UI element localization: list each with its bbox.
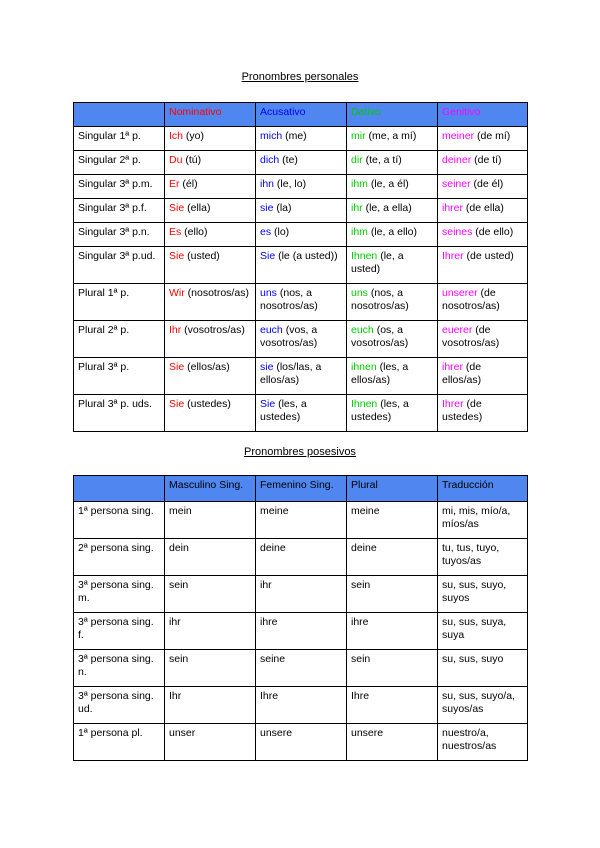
row-label: 2ª persona sing. xyxy=(74,539,165,576)
row-label: 3ª persona sing. f. xyxy=(74,613,165,650)
acusativo-cell xyxy=(256,175,347,199)
plural-cell: sein xyxy=(347,576,438,613)
table-row xyxy=(74,151,528,175)
pronoun-word: euerer xyxy=(442,324,473,336)
plural-cell: sein xyxy=(347,650,438,687)
genitivo-cell xyxy=(438,199,528,223)
pronoun-word: seiner xyxy=(442,178,471,190)
pronoun-gloss: (te) xyxy=(279,154,298,166)
acusativo-cell xyxy=(256,284,347,321)
table-row xyxy=(74,284,528,321)
header-femenino: Femenino Sing. xyxy=(256,476,347,502)
pronoun-gloss: (de ellos/as) xyxy=(442,361,482,386)
table-row xyxy=(74,502,528,539)
traduccion-cell: su, sus, suyo xyxy=(438,650,528,687)
pronoun-gloss: (ello) xyxy=(181,226,208,238)
dativo-cell xyxy=(347,127,438,151)
pronoun-word: Sie xyxy=(169,202,185,214)
traduccion-cell: tu, tus, tuyo, tuyos/as xyxy=(438,539,528,576)
traduccion-cell: su, sus, suyo, suyos xyxy=(438,576,528,613)
header-traduccion: Traducción xyxy=(438,476,528,502)
pronoun-word: Sie xyxy=(260,250,276,262)
femenino-cell: meine xyxy=(256,502,347,539)
table-row xyxy=(74,687,528,724)
pronoun-gloss: (usted) xyxy=(184,250,220,262)
nominativo-cell xyxy=(165,247,256,284)
pronoun-gloss: (les, a ustedes) xyxy=(260,398,307,423)
pronoun-gloss: (de ustedes) xyxy=(442,398,483,423)
genitivo-cell xyxy=(438,175,528,199)
masculino-cell: sein xyxy=(165,576,256,613)
nominativo-cell xyxy=(165,284,256,321)
pronoun-gloss: (de vosotros/as) xyxy=(442,324,500,349)
pronoun-word: ihrer xyxy=(442,202,464,214)
table-header-row xyxy=(74,476,528,502)
masculino-cell: mein xyxy=(165,502,256,539)
plural-cell: Ihre xyxy=(347,687,438,724)
pronoun-gloss: (le, a ella) xyxy=(362,202,412,214)
genitivo-cell xyxy=(438,284,528,321)
plural-cell: unsere xyxy=(347,724,438,761)
pronoun-gloss: (nos, a nosotros/as) xyxy=(260,287,318,312)
pronoun-word: dir xyxy=(351,154,363,166)
pronoun-gloss: (nosotros/as) xyxy=(184,287,249,299)
acusativo-cell xyxy=(256,247,347,284)
pronoun-gloss: (le, lo) xyxy=(274,178,307,190)
pronoun-word: ihr xyxy=(351,202,363,214)
row-label: 1ª persona pl. xyxy=(74,724,165,761)
genitivo-cell xyxy=(438,247,528,284)
row-label: Plural 3ª p. xyxy=(74,358,165,395)
traduccion-cell: nuestro/a, nuestros/as xyxy=(438,724,528,761)
row-label: Singular 3ª p.n. xyxy=(74,223,165,247)
row-label: 3ª persona sing. n. xyxy=(74,650,165,687)
pronoun-word: Es xyxy=(169,226,182,238)
pronoun-gloss: (ella) xyxy=(184,202,211,214)
pronoun-gloss: (de nosotros/as) xyxy=(442,287,500,312)
table-row xyxy=(74,539,528,576)
table-row xyxy=(74,358,528,395)
nominativo-cell xyxy=(165,223,256,247)
pronoun-gloss: (le, a usted) xyxy=(351,250,404,275)
pronoun-word: euch xyxy=(260,324,283,336)
traduccion-cell: su, sus, suya, suya xyxy=(438,613,528,650)
plural-cell: ihre xyxy=(347,613,438,650)
possessive-pronouns-title: Pronombres posesivos xyxy=(244,446,356,458)
acusativo-cell xyxy=(256,151,347,175)
table-row xyxy=(74,395,528,432)
traduccion-cell: mi, mis, mío/a, míos/as xyxy=(438,502,528,539)
header-genitivo: Genitivo xyxy=(438,103,528,127)
pronoun-word: ihn xyxy=(260,178,275,190)
genitivo-cell xyxy=(438,223,528,247)
pronoun-word: ihm xyxy=(351,226,368,238)
traduccion-cell: su, sus, suyo/a, suyos/as xyxy=(438,687,528,724)
pronoun-word: Ihrer xyxy=(442,250,464,262)
pronoun-gloss: (de tí) xyxy=(471,154,502,166)
header-nominativo: Nominativo xyxy=(165,103,256,127)
table-row xyxy=(74,127,528,151)
dativo-cell xyxy=(347,175,438,199)
pronoun-word: Wir xyxy=(169,287,185,299)
pronoun-gloss: (de ello) xyxy=(472,226,514,238)
pronoun-word: euch xyxy=(351,324,374,336)
table-row xyxy=(74,576,528,613)
pronoun-gloss: (le, a él) xyxy=(367,178,409,190)
pronoun-gloss: (les, a ustedes) xyxy=(351,398,409,423)
table-row xyxy=(74,175,528,199)
pronoun-gloss: (les, a ellos/as) xyxy=(351,361,409,386)
table-row xyxy=(74,199,528,223)
row-label: Singular 3ª p.f. xyxy=(74,199,165,223)
masculino-cell: ihr xyxy=(165,613,256,650)
table-header-row xyxy=(74,103,528,127)
pronoun-gloss: (ellos/as) xyxy=(184,361,230,373)
table-row xyxy=(74,321,528,358)
pronoun-gloss: (nos, a nosotros/as) xyxy=(351,287,409,312)
row-label: Plural 3ª p. uds. xyxy=(74,395,165,432)
personal-pronouns-title: Pronombres personales xyxy=(241,71,359,83)
table-row xyxy=(74,613,528,650)
nominativo-cell xyxy=(165,199,256,223)
masculino-cell: dein xyxy=(165,539,256,576)
pronoun-word: deiner xyxy=(442,154,472,166)
pronoun-word: uns xyxy=(351,287,368,299)
pronoun-gloss: (me, a mí) xyxy=(365,130,417,142)
genitivo-cell xyxy=(438,127,528,151)
dativo-cell xyxy=(347,284,438,321)
pronoun-word: ihrer xyxy=(442,361,464,373)
header-dativo: Dativo xyxy=(347,103,438,127)
row-label: 3ª persona sing. m. xyxy=(74,576,165,613)
masculino-cell: Ihr xyxy=(165,687,256,724)
acusativo-cell xyxy=(256,223,347,247)
dativo-cell xyxy=(347,321,438,358)
pronoun-word: mich xyxy=(260,130,283,142)
acusativo-cell xyxy=(256,395,347,432)
row-label: Plural 2ª p. xyxy=(74,321,165,358)
row-label: 3ª persona sing. ud. xyxy=(74,687,165,724)
pronoun-gloss: (le (a usted)) xyxy=(275,250,338,262)
genitivo-cell xyxy=(438,395,528,432)
pronoun-word: unserer xyxy=(442,287,478,299)
acusativo-cell xyxy=(256,127,347,151)
pronoun-word: mir xyxy=(351,130,366,142)
dativo-cell xyxy=(347,199,438,223)
nominativo-cell xyxy=(165,127,256,151)
pronoun-word: Ihr xyxy=(169,324,182,336)
acusativo-cell xyxy=(256,321,347,358)
table-row xyxy=(74,650,528,687)
row-label: Singular 3ª p.ud. xyxy=(74,247,165,284)
femenino-cell: ihr xyxy=(256,576,347,613)
pronoun-gloss: (los/las, a ellos/as) xyxy=(260,361,322,386)
nominativo-cell xyxy=(165,151,256,175)
pronoun-word: Ihnen xyxy=(351,398,378,410)
pronoun-gloss: (le, a ello) xyxy=(367,226,417,238)
genitivo-cell xyxy=(438,151,528,175)
pronoun-gloss: (de usted) xyxy=(463,250,514,262)
pronoun-gloss: (vosotros/as) xyxy=(181,324,245,336)
pronoun-word: Sie xyxy=(169,398,185,410)
row-label: Singular 2ª p. xyxy=(74,151,165,175)
pronoun-gloss: (de él) xyxy=(470,178,504,190)
header-acusativo: Acusativo xyxy=(256,103,347,127)
acusativo-cell xyxy=(256,358,347,395)
pronoun-word: meiner xyxy=(442,130,475,142)
pronoun-word: seines xyxy=(442,226,473,238)
pronoun-word: ihm xyxy=(351,178,368,190)
pronoun-word: Ihrer xyxy=(442,398,464,410)
header-cell-blank xyxy=(74,103,165,127)
pronoun-word: Ihnen xyxy=(351,250,378,262)
pronoun-word: Sie xyxy=(169,250,185,262)
pronoun-gloss: (ustedes) xyxy=(184,398,231,410)
pronoun-word: sie xyxy=(260,202,274,214)
dativo-cell xyxy=(347,151,438,175)
pronoun-gloss: (yo) xyxy=(183,130,205,142)
table-row xyxy=(74,724,528,761)
header-masculino: Masculino Sing. xyxy=(165,476,256,502)
pronoun-word: Sie xyxy=(169,361,185,373)
nominativo-cell xyxy=(165,395,256,432)
dativo-cell xyxy=(347,223,438,247)
pronoun-gloss: (vos, a vosotros/as) xyxy=(260,324,318,349)
pronoun-word: es xyxy=(260,226,272,238)
nominativo-cell xyxy=(165,358,256,395)
header-cell-blank xyxy=(74,476,165,502)
pronoun-gloss: (te, a tí) xyxy=(362,154,402,166)
pronoun-gloss: (la) xyxy=(273,202,292,214)
pronoun-word: dich xyxy=(260,154,280,166)
pronoun-word: Sie xyxy=(260,398,276,410)
pronoun-gloss: (os, a vosotros/as) xyxy=(351,324,409,349)
pronoun-word: Du xyxy=(169,154,183,166)
femenino-cell: deine xyxy=(256,539,347,576)
femenino-cell: ihre xyxy=(256,613,347,650)
masculino-cell: sein xyxy=(165,650,256,687)
dativo-cell xyxy=(347,358,438,395)
genitivo-cell xyxy=(438,358,528,395)
possessive-pronouns-table xyxy=(73,475,528,761)
femenino-cell: seine xyxy=(256,650,347,687)
pronoun-gloss: (de ella) xyxy=(463,202,504,214)
row-label: Singular 1ª p. xyxy=(74,127,165,151)
genitivo-cell xyxy=(438,321,528,358)
pronoun-word: ihnen xyxy=(351,361,377,373)
row-label: Singular 3ª p.m. xyxy=(74,175,165,199)
row-label: 1ª persona sing. xyxy=(74,502,165,539)
pronoun-word: sie xyxy=(260,361,274,373)
row-label: Plural 1ª p. xyxy=(74,284,165,321)
pronoun-word: Ich xyxy=(169,130,184,142)
pronoun-gloss: (me) xyxy=(282,130,307,142)
nominativo-cell xyxy=(165,175,256,199)
pronoun-gloss: (él) xyxy=(179,178,198,190)
table-row xyxy=(74,247,528,284)
dativo-cell xyxy=(347,395,438,432)
pronoun-gloss: (lo) xyxy=(271,226,290,238)
femenino-cell: Ihre xyxy=(256,687,347,724)
masculino-cell: unser xyxy=(165,724,256,761)
dativo-cell xyxy=(347,247,438,284)
pronoun-gloss: (tú) xyxy=(182,154,202,166)
acusativo-cell xyxy=(256,199,347,223)
pronoun-word: uns xyxy=(260,287,277,299)
plural-cell: deine xyxy=(347,539,438,576)
femenino-cell: unsere xyxy=(256,724,347,761)
pronoun-gloss: (de mí) xyxy=(474,130,511,142)
plural-cell: meine xyxy=(347,502,438,539)
table-row xyxy=(74,223,528,247)
personal-pronouns-table xyxy=(73,102,528,432)
nominativo-cell xyxy=(165,321,256,358)
pronoun-word: Er xyxy=(169,178,180,190)
header-plural: Plural xyxy=(347,476,438,502)
